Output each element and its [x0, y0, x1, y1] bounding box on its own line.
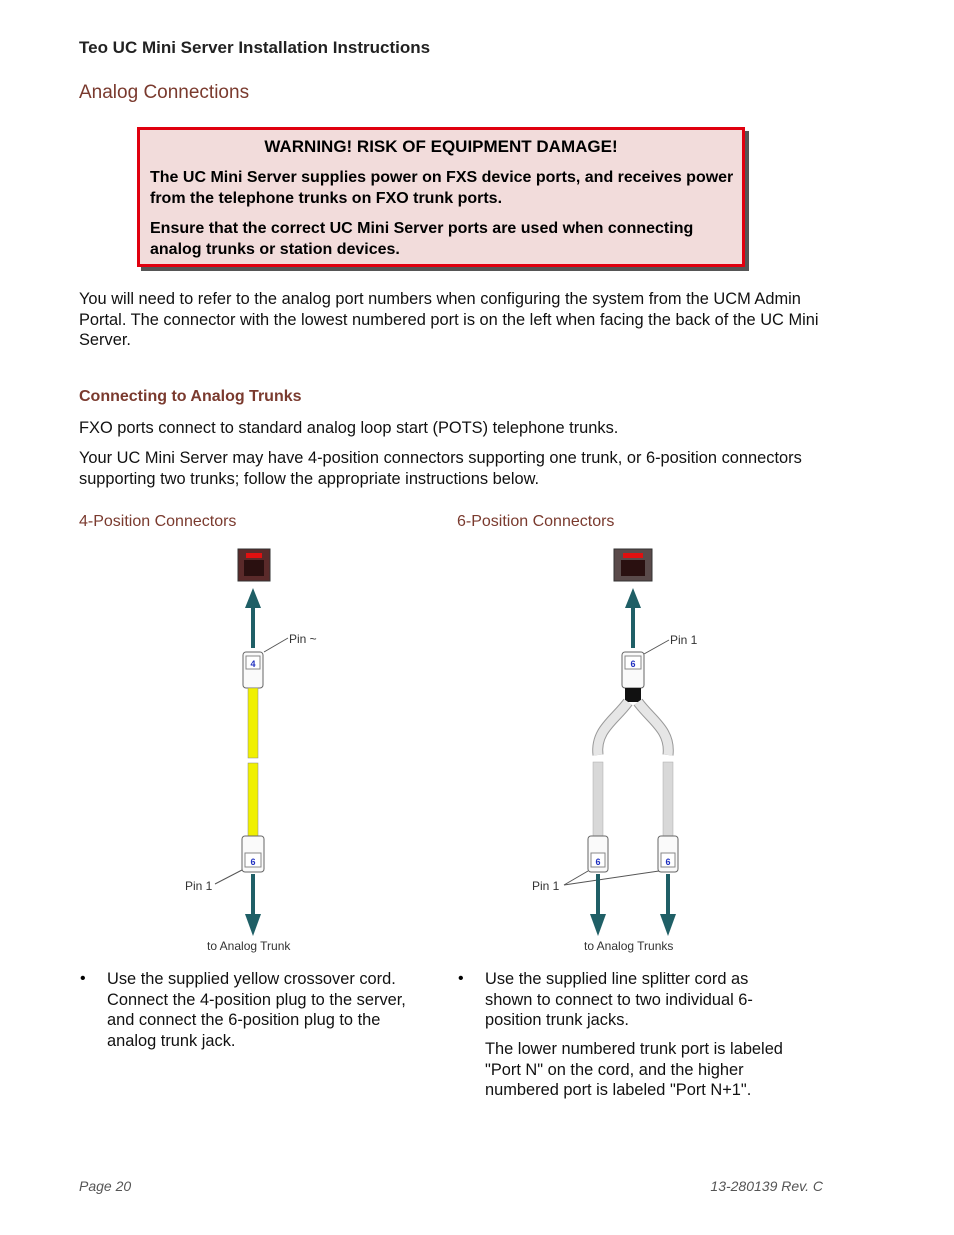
document-header: Teo UC Mini Server Installation Instructions — [79, 38, 431, 57]
subsection-title: Connecting to Analog Trunks — [79, 388, 302, 405]
crossover-instruction: Use the supplied yellow crossover cord. Connect the 4-position plug to the server, and connect the 6-position plug to the analog trunk jack. — [107, 970, 406, 1050]
splitter-cord-right — [663, 762, 673, 836]
down-arrow-icon — [245, 874, 261, 936]
trunk-label: to Analog Trunk — [207, 939, 291, 953]
down-arrow-left-icon — [590, 874, 606, 936]
pin-label-top: Pin ~ — [289, 632, 317, 646]
six-position-plug-right-icon — [658, 836, 678, 872]
splitter-instruction: Use the supplied line splitter cord as shown to connect to two individual 6-position trunk jacks. — [485, 970, 753, 1029]
svg-text:6: 6 — [630, 659, 636, 669]
bullet-icon: • — [458, 970, 464, 987]
document-number: 13-280139 Rev. C — [710, 1178, 823, 1194]
down-arrow-right-icon — [660, 874, 676, 936]
warning-box — [137, 127, 745, 267]
splitter-cord-left — [593, 762, 603, 836]
rj-jack-icon — [614, 549, 652, 581]
svg-text:4: 4 — [250, 659, 256, 669]
four-position-heading: 4-Position Connectors — [79, 513, 237, 530]
fxo-paragraph: FXO ports connect to standard analog loop start (POTS) telephone trunks. — [79, 419, 619, 437]
svg-text:6: 6 — [250, 857, 256, 867]
connector-paragraph: Your UC Mini Server may have 4-position connectors supporting one trunk, or 6-position connectors supporting two trunks; follow the appropriate instructions below. — [79, 449, 802, 488]
trunks-label: to Analog Trunks — [584, 939, 674, 953]
warning-paragraph-2: Ensure that the correct UC Mini Server ports are used when connecting analog trunks or station devices. — [150, 220, 694, 258]
up-arrow-icon — [625, 588, 641, 648]
yellow-cord-upper — [248, 688, 258, 758]
six-position-heading: 6-Position Connectors — [457, 513, 615, 530]
four-position-plug-icon — [243, 652, 263, 688]
up-arrow-icon — [245, 588, 261, 648]
six-position-plug-left-icon — [588, 836, 608, 872]
section-title: Analog Connections — [79, 82, 250, 103]
svg-text:6: 6 — [665, 857, 671, 867]
port-numbering-note: The lower numbered trunk port is labeled "Port N" on the cord, and the higher numbered port is labeled "Port N+1". — [485, 1040, 783, 1099]
bullet-icon: • — [80, 970, 86, 987]
page-number: Page 20 — [79, 1178, 132, 1194]
six-position-plug-icon — [622, 652, 644, 688]
svg-text:6: 6 — [595, 857, 601, 867]
rj-jack-icon — [238, 549, 270, 581]
crossover-cord-diagram — [170, 540, 370, 960]
pin-label-top: Pin 1 — [670, 633, 698, 647]
splitter-cord-diagram — [520, 540, 740, 960]
splitter-junction — [625, 688, 641, 702]
warning-paragraph-1: The UC Mini Server supplies power on FXS device ports, and receives power from the telephone trunks on FXO trunk ports. — [150, 169, 734, 207]
intro-paragraph: You will need to refer to the analog port numbers when configuring the system from the UCM Admin Portal. The connector with the lowest numbered port is on the left when facing the back of the UC Mini Server. — [79, 290, 819, 349]
pin-label-bottom: Pin 1 — [532, 879, 560, 893]
pin-label-bottom: Pin 1 — [185, 879, 213, 893]
warning-title: WARNING! RISK OF EQUIPMENT DAMAGE! — [264, 137, 618, 156]
six-position-plug-icon — [242, 836, 264, 872]
yellow-cord-lower — [248, 763, 258, 836]
